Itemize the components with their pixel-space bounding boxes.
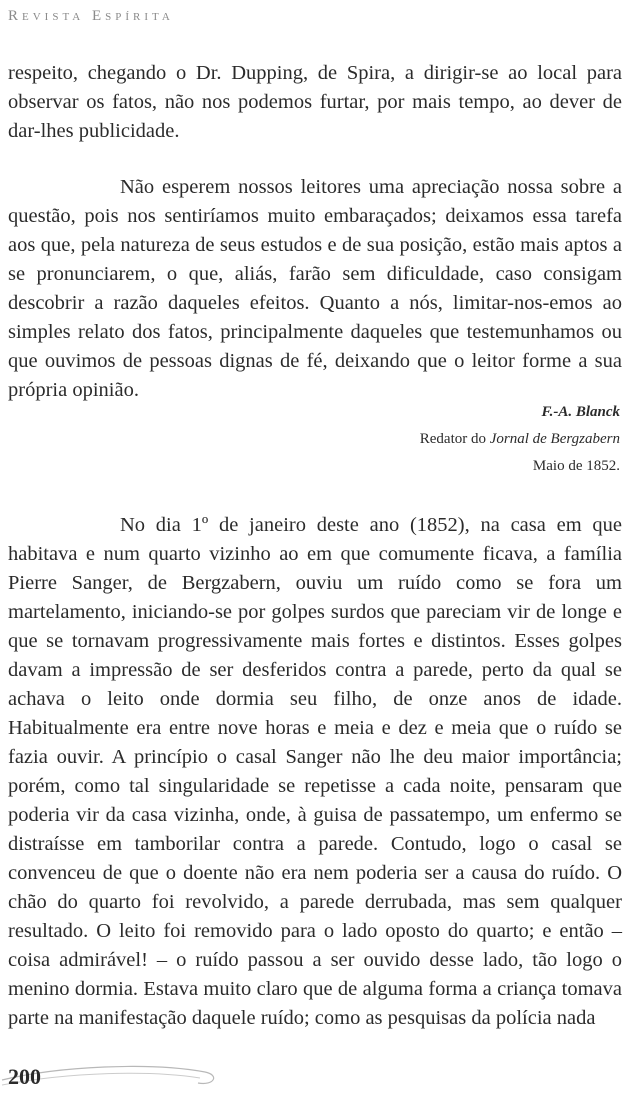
- signature-date: Maio de 1852.: [532, 458, 620, 474]
- signature-role-prefix: Redator do: [419, 431, 486, 447]
- paragraph-editorial-note: [8, 173, 622, 405]
- signature-block: [420, 399, 620, 480]
- signature-name: F.-A. Blanck: [541, 404, 620, 420]
- paragraph-continuation: [8, 59, 622, 146]
- page-number: 200: [8, 1064, 41, 1089]
- paragraph-text: respeito, chegando o Dr. Dupping, de Spira, a dirigir-se ao local para observar os fatos, não nos podemos furtar, por mais tempo, ao dever de dar-lhes publicidade.: [8, 62, 622, 142]
- paragraph-narrative: [8, 511, 622, 1033]
- signature-journal: Jornal de Bergzabern: [489, 431, 620, 447]
- paragraph-text: No dia 1º de janeiro deste ano (1852), na casa em que habitava e num quarto vizinho ao em que comumente ficava, a família Pierre Sanger, de Bergzabern, ouviu um ruído como se fora um martelamento, iniciando-se por golpes surdos que pareciam vir de longe e que se tornavam progressivamente mais fortes e distintos. Esses golpes davam a impressão de ser desferidos contra a parede, perto da qual se achava o leito onde dormia seu filho, de onze anos de idade. Habitualmente era entre nove horas e meia e dez e meia que o ruído se fazia ouvir. A princípio o casal Sanger não lhe deu maior importância; porém, como tal singularidade se repetisse a cada noite, pensaram que poderia vir da casa vizinha, onde, à guisa de passatempo, um enfermo se distraísse em tamborilar contra a parede. Contudo, logo o casal se convenceu de que o doente não era nem poderia ser a causa do ruído. O chão do quarto foi revolvido, a parede derrubada, mas sem qualquer resultado. O leito foi removido para o lado oposto do quarto; e então – coisa admirável! – o ruído passou a ser ouvido desse lado, tão logo o menino dormia. Estava muito claro que de alguma forma a criança tomava parte na manifestação daquele ruído; como as pesquisas da polícia nada: [8, 514, 622, 1029]
- running-header: Revista Espírita: [8, 8, 174, 24]
- paragraph-text: Não esperem nossos leitores uma apreciação nossa sobre a questão, pois nos sentiríamos muito embaraçados; deixamos essa tarefa aos que, pela natureza de seus estudos e de sua posição, estão mais aptos a se pronunciarem, o que, aliás, farão sem dificuldade, caso consigam descobrir a razão daqueles efeitos. Quanto a nós, limitar-nos-emos ao simples relato dos fatos, principalmente daqueles que testemunhamos ou que ouvimos de pessoas dignas de fé, deixando que o leitor forme a sua própria opinião.: [8, 176, 622, 401]
- signature-role: [420, 426, 620, 453]
